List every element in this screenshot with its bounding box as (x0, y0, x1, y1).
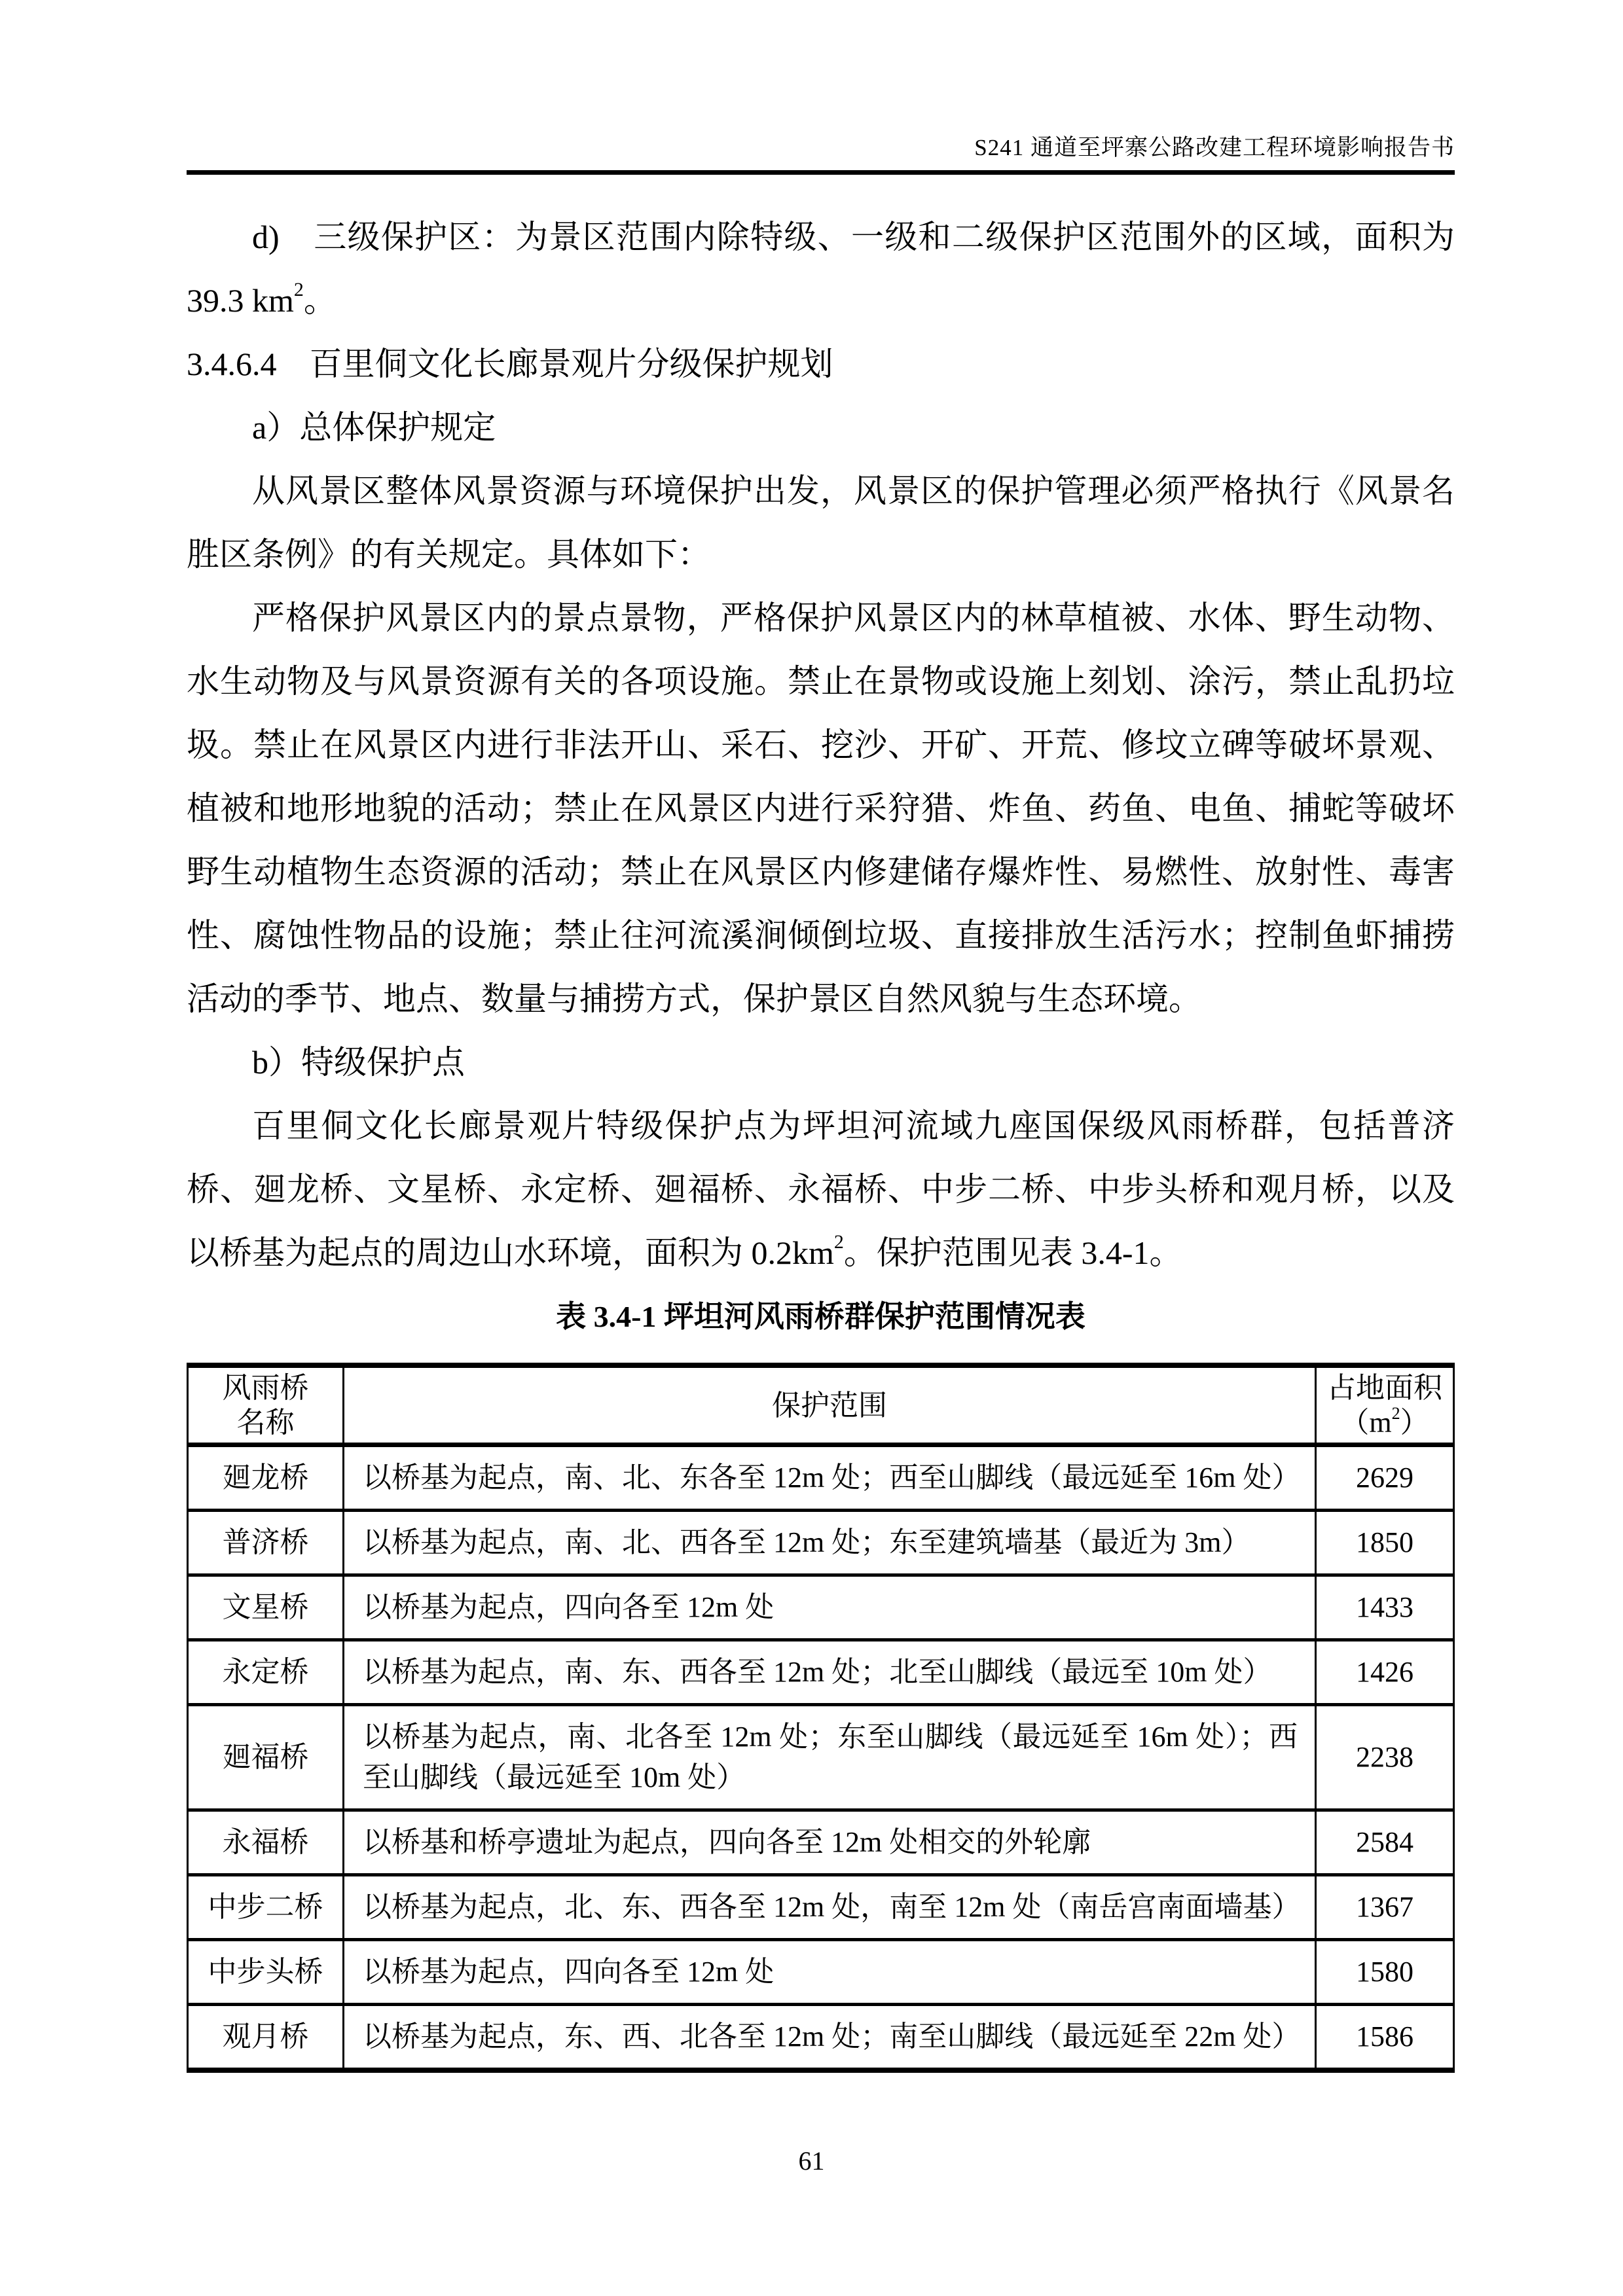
superscript: 2 (1391, 1404, 1400, 1423)
protection-table (187, 1363, 1455, 2073)
area-cell: 2584 (1316, 1810, 1454, 1875)
paragraph-line (187, 1221, 1455, 1285)
bridge-name-cell: 观月桥 (188, 2005, 344, 2071)
paragraph-line-d1: d) 三级保护区：为景区范围内除特级、一级和二级保护区范围外的区域，面积为 (252, 219, 1455, 255)
protection-range-cell: 以桥基和桥亭遗址为起点，四向各至 12m 处相交的外轮廓 (344, 1810, 1316, 1875)
area-cell: 1850 (1316, 1511, 1454, 1575)
area-cell: 1426 (1316, 1640, 1454, 1705)
bridge-name-cell: 廻龙桥 (188, 1445, 344, 1511)
body-text (187, 206, 1455, 1348)
table-row (188, 1640, 1454, 1705)
page-number: 61 (798, 2146, 825, 2176)
table-header-row (188, 1365, 1454, 1445)
protection-range-cell: 以桥基为起点，东、西、北各至 12m 处；南至山脚线（最远延至 22m 处） (344, 2005, 1316, 2071)
page-header-title: S241 通道至坪寨公路改建工程环境影响报告书 (974, 135, 1455, 160)
bridge-name-cell: 中步头桥 (188, 1940, 344, 2005)
table-row (188, 1810, 1454, 1875)
text-run: 39.3 km (187, 282, 294, 319)
table-row (188, 1875, 1454, 1940)
area-cell: 1580 (1316, 1940, 1454, 2005)
bridge-name-cell: 文星桥 (188, 1575, 344, 1640)
text-run: 风雨桥 (222, 1372, 309, 1404)
table-row (188, 1445, 1454, 1511)
protection-range-cell: 以桥基为起点，四向各至 12m 处 (344, 1940, 1316, 2005)
text-run: 以桥基为起点的周边山水环境，面积为 0.2km (187, 1234, 834, 1271)
table-row (188, 1575, 1454, 1640)
text-run: 占地面积 (1327, 1372, 1442, 1404)
table-row (188, 2005, 1454, 2071)
paragraph-line-d2 (187, 269, 1455, 332)
table-row (188, 1511, 1454, 1575)
table-row (188, 1705, 1454, 1810)
protection-range-cell: 以桥基为起点，南、东、西各至 12m 处；北至山脚线（最远至 10m 处） (344, 1640, 1316, 1705)
text-run: ） (1400, 1407, 1429, 1439)
bridge-name-cell: 中步二桥 (188, 1875, 344, 1940)
col-header-area (1316, 1365, 1454, 1445)
area-cell: 2629 (1316, 1445, 1454, 1511)
item-heading-a: a）总体保护规定 (252, 409, 496, 446)
paragraph-line: 水生动物及与风景资源有关的各项设施。禁止在景物或设施上刻划、涂污，禁止乱扔垃 (187, 663, 1455, 700)
superscript: 2 (293, 279, 304, 300)
table-row (188, 1940, 1454, 2005)
bridge-name-cell: 廻福桥 (188, 1705, 344, 1810)
col-header-bridge-name (188, 1365, 344, 1445)
text-run: 。保护范围见表 3.4-1。 (843, 1234, 1182, 1271)
area-cell: 1586 (1316, 2005, 1454, 2071)
protection-range-cell: 以桥基为起点，南、北、西各至 12m 处；东至建筑墙基（最近为 3m） (344, 1511, 1316, 1575)
protection-range-cell: 以桥基为起点，南、北各至 12m 处；东至山脚线（最远延至 16m 处）；西至山脚线（最远延至 10m 处） (344, 1705, 1316, 1810)
content-area (187, 0, 1455, 2073)
protection-range-cell: 以桥基为起点，北、东、西各至 12m 处，南至 12m 处（南岳宫南面墙基） (344, 1875, 1316, 1940)
paragraph-line: 桥、廻龙桥、文星桥、永定桥、廻福桥、永福桥、中步二桥、中步头桥和观月桥，以及 (187, 1171, 1455, 1208)
paragraph-line: 植被和地形地貌的活动；禁止在风景区内进行采狩猎、炸鱼、药鱼、电鱼、捕蛇等破坏 (187, 790, 1455, 827)
paragraph-line: 胜区条例》的有关规定。具体如下： (187, 536, 710, 573)
page-header (187, 135, 1455, 175)
paragraph-line: 性、腐蚀性物品的设施；禁止往河流溪涧倾倒垃圾、直接排放生活污水；控制鱼虾捕捞 (187, 917, 1455, 954)
area-cell: 1367 (1316, 1875, 1454, 1940)
text-run: 。 (303, 282, 337, 319)
protection-range-cell: 以桥基为起点，四向各至 12m 处 (344, 1575, 1316, 1640)
item-heading-b: b）特级保护点 (252, 1044, 465, 1081)
paragraph-line: 从风景区整体风景资源与环境保护出发，风景区的保护管理必须严格执行《风景名 (252, 473, 1455, 509)
paragraph-line: 圾。禁止在风景区内进行非法开山、采石、挖沙、开矿、开荒、修坟立碑等破坏景观、 (187, 726, 1455, 763)
col-header-protection-range: 保护范围 (344, 1365, 1316, 1445)
text-run: 名称 (236, 1407, 295, 1439)
bridge-name-cell: 永定桥 (188, 1640, 344, 1705)
section-heading-3-4-6-4: 3.4.6.4 百里侗文化长廊景观片分级保护规划 (187, 346, 833, 382)
bridge-name-cell: 永福桥 (188, 1810, 344, 1875)
paragraph-line: 百里侗文化长廊景观片特级保护点为坪坦河流域九座国保级风雨桥群，包括普济 (252, 1107, 1455, 1144)
text-run: （m (1340, 1407, 1392, 1439)
area-cell: 2238 (1316, 1705, 1454, 1810)
table-title: 表 3.4-1 坪坦河风雨桥群保护范围情况表 (556, 1300, 1085, 1333)
paragraph-line: 活动的季节、地点、数量与捕捞方式，保护景区自然风貌与生态环境。 (187, 980, 1201, 1017)
area-cell: 1433 (1316, 1575, 1454, 1640)
bridge-name-cell: 普济桥 (188, 1511, 344, 1575)
superscript: 2 (833, 1231, 844, 1253)
paragraph-line: 严格保护风景区内的景点景物，严格保护风景区内的林草植被、水体、野生动物、 (252, 600, 1455, 636)
paragraph-line: 野生动植物生态资源的活动；禁止在风景区内修建储存爆炸性、易燃性、放射性、毒害 (187, 853, 1455, 890)
protection-range-cell: 以桥基为起点，南、北、东各至 12m 处；西至山脚线（最远延至 16m 处） (344, 1445, 1316, 1511)
